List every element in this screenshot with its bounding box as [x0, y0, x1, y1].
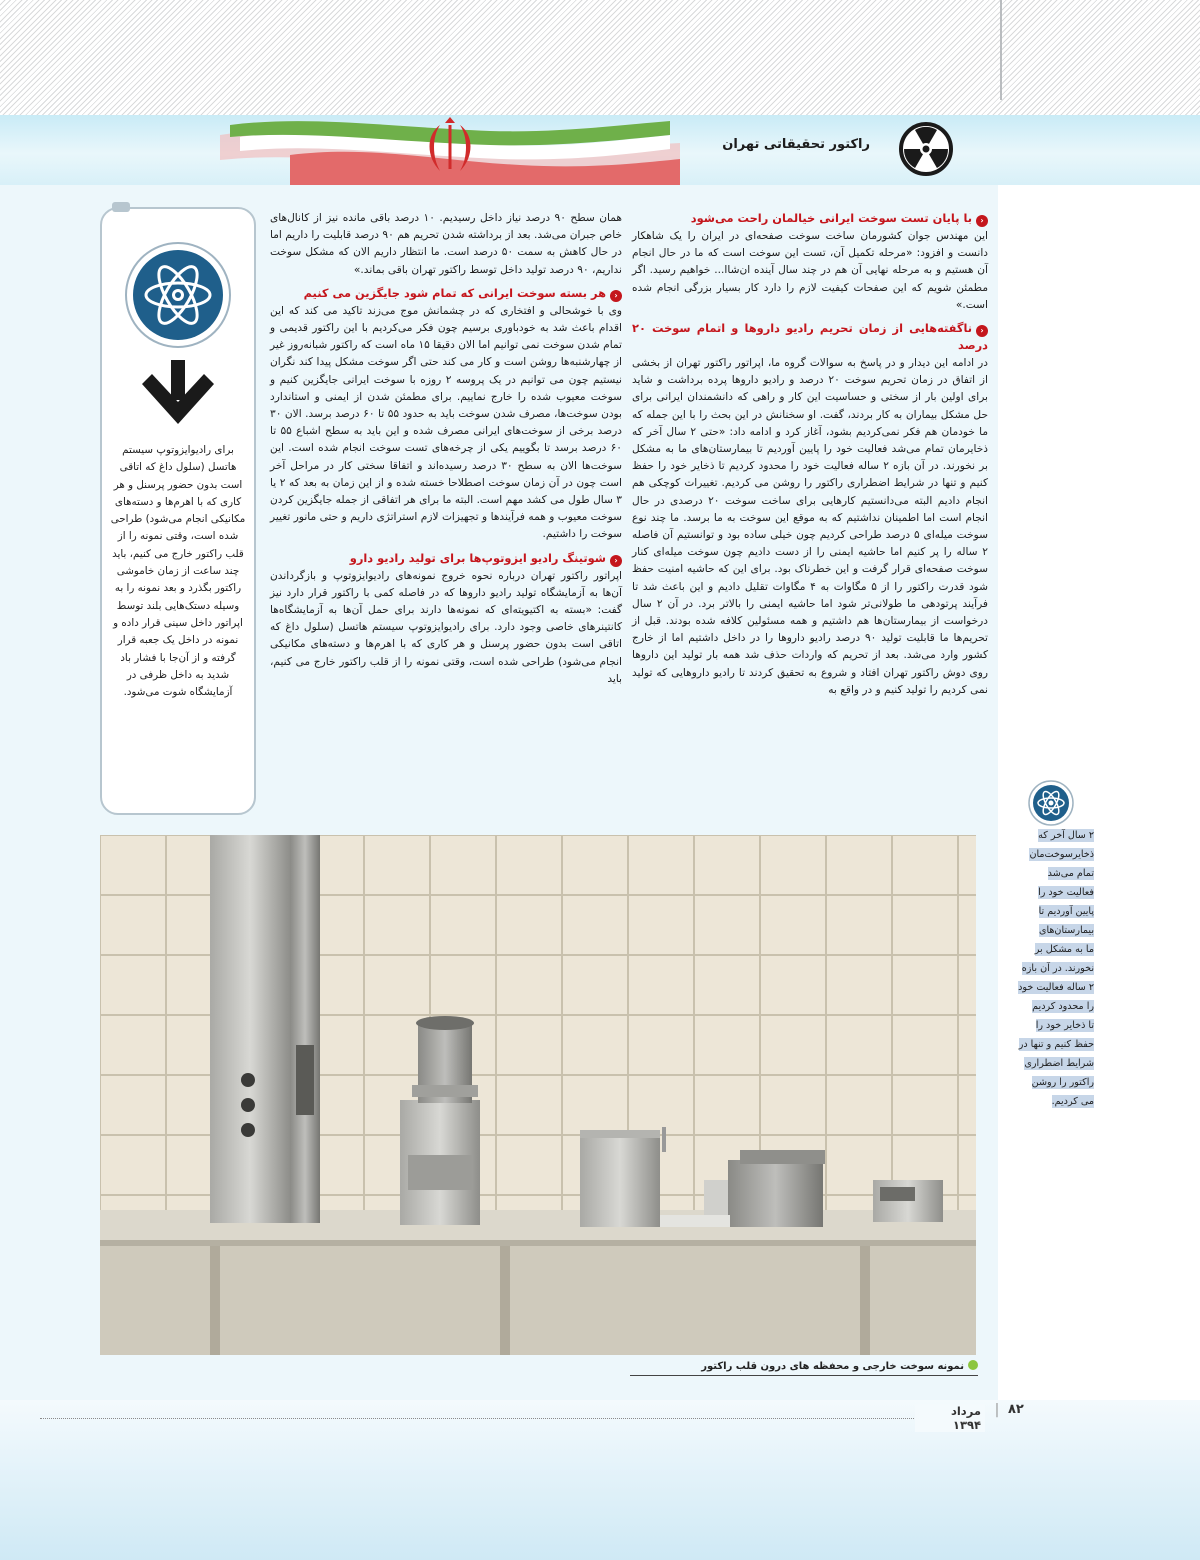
article-heading: ‹با پایان تست سوخت ایرانی خیالمان راحت می‌شود [632, 210, 988, 227]
issue-date: مرداد ۱۳۹۴ [915, 1404, 985, 1432]
pull-quote-line: شرایط اضطراری [1024, 1058, 1094, 1069]
pull-quote [1014, 826, 1094, 1111]
article-heading: ‹شوتینگ رادیو ایزوتوپ‌ها برای تولید رادیو دارو [270, 550, 622, 567]
arrow-down-icon [138, 360, 218, 430]
pull-quote-line: را محدود کردیم [1032, 1001, 1094, 1012]
pull-quote-line: بیمارستان‌های [1038, 925, 1094, 936]
radiation-icon [892, 122, 960, 176]
chevron-left-icon: ‹ [610, 555, 622, 567]
margin-divider [1000, 0, 1002, 100]
atom-icon [123, 240, 233, 350]
article-paragraph: وی با خوشحالی و افتخاری که در چشمانش موج می‌زند تاکید می کند که این اقدام باعث شد به خودباوری برسیم چون فکر می‌کردیم با این راکتور قدیمی و تمام شدن سوخت نمی توانیم اما الان دقیقا ۱۵ ماه است که راکتور شبانه‌روز غیر از چهارشنبه‌ها روشن است و کار می کند حتی اگر سوخت مشکل پیدا کند نگران نیستیم چون می توانیم در یک پروسه ۲ روزه با سوخت ایرانی جایگزین کنیم و سوخت معیوب شده را خارج نماییم. برای مطمئن شدن از ایمنی و استاندارد بودن سوخت‌ها، مصرف شدن سوخت باید به حدود ۵۵ تا ۶۰ درصد برسد. الان ۳۰ درصد برخی از سوخت‌های ایرانی مصرف شده و این باید به سطح اشباع ۵۵ تا ۶۰ درصد برسد تا بگوییم یکی از چرخه‌های تست سوخت انجام شده است. این سوخت‌ها الان به سطح ۳۰ درصد رسیده‌اند و اتفاقا سختی کار در مراحل آخر است چون در آن زمان سوخت اصطلاحا خسته شده و از این زمان به بعد که ۲ یا ۳ سال طول می کشد مهم است. البته ما برای هر اتفاقی از جمله جایگزین کردن سوخت معیوب و همه فرآیندها و تجهیزات لازم استراتژی داریم و حتی مانور تغییر سوخت را داشتیم. [270, 304, 623, 541]
sidebar-text: برای رادیوایزوتوپ سیستم هاتسل (سلول داغ که اتاقی است بدون حضور پرسنل و هر کاری که با اهرم‌ها و دسته‌های مکانیکی انجام می‌شود) طراحی شده است، وقتی نمونه را از قلب راکتور خارج می کنیم، باید چند ساعت از زمان خاموشی راکتور بگذرد و بعد نمونه را به وسیله دستک‌هایی بلند توسط اپراتور داخل سینی قرار داده و نمونه در داخل یک جعبه قرار گرفته و از آن‌جا با فشار باد شدید به داخل ظرفی در آزمایشگاه شوت می‌شود. [110, 444, 246, 699]
pull-quote-line: می کردیم. [1051, 1096, 1094, 1107]
photo-caption: نمونه سوخت خارجی و محفظه های درون قلب راکتور [630, 1360, 978, 1376]
card-clip [112, 202, 130, 212]
chevron-left-icon: ‹ [976, 325, 988, 337]
pull-quote-line: حفظ کنیم و تنها در [1018, 1039, 1094, 1050]
pull-quote-line: فعالیت خود را [1038, 887, 1094, 898]
article-paragraph: همان سطح ۹۰ درصد نیاز داخل رسیدیم. ۱۰ درصد باقی مانده نیز از کانال‌های خاص جبران می‌شد. بعد از برداشته شدن تحریم هم ۹۰ درصد قابلیت را داریم اما در حال کاهش به سمت ۵۰ درصد است. ما انتظار داریم الان که مشکل سوخت نداریم، ۹۰ درصد تولید داخل توسط راکتور تهران باقی بماند.» [270, 212, 622, 276]
article-column-left [270, 210, 622, 694]
pull-quote-line: تمام می‌شد [1047, 868, 1094, 879]
bottom-band [0, 1400, 1200, 1560]
footer-rule [40, 1418, 920, 1419]
article-column-right [632, 210, 988, 705]
reactor-fuel-photo [100, 835, 976, 1355]
pull-quote-line: تا ذخایر خود را [1035, 1020, 1094, 1031]
pull-quote-line: ۲ ساله فعالیت خود [1018, 982, 1094, 993]
chevron-left-icon: ‹ [976, 215, 988, 227]
pull-quote-line: پایین آوردیم تا [1038, 906, 1094, 917]
pull-quote-line: ما به مشکل بر [1034, 944, 1094, 955]
article-heading: ‹ناگفته‌هایی از زمان تحریم رادیو داروها و اتمام سوخت ۲۰ درصد [632, 321, 988, 353]
iran-flag-emblem-icon [200, 115, 680, 185]
article-heading: ‹هر بسته سوخت ایرانی که تمام شود جایگزین می کنیم [270, 285, 622, 302]
caption-marker-icon [968, 1360, 978, 1370]
pull-quote-line: ۲ سال آخر که [1038, 830, 1094, 841]
page-number: ۸۲ [1008, 1402, 1024, 1417]
chevron-left-icon: ‹ [610, 290, 622, 302]
article-paragraph: این مهندس جوان کشورمان ساخت سوخت صفحه‌ای در ایران را یک شاهکار دانست و افزود: «مرحله تکمیل آن، تست این سوخت است که ما در حال انجام آن هستیم و به مرحله نهایی آن هم در چند سال آینده ان‌شاا... خواهیم رسید. اگر مطمئن شویم که این صفحات کیفیت لازم را دارد کار بسیار بزرگی انجام شده است.» [632, 230, 988, 311]
header-banner [0, 115, 1200, 185]
footer-separator: | [994, 1402, 1000, 1418]
atom-icon [1028, 780, 1074, 826]
top-hatched-margin [0, 0, 1200, 115]
pull-quote-line: راکتور را روشن [1031, 1077, 1094, 1088]
article-paragraph: در ادامه این دیدار و در پاسخ به سوالات گروه ما، اپراتور راکتور تهران از بخشی از اتفاق در زمان تحریم سوخت ۲۰ درصد و رادیو داروها پرده برداشت و شاید برای اولین بار از سختی و حساسیت این کار و راهی که دانشمندان ایرانی برای حل مشکل بیماران به کار بردند، گفت. او سخنانش در این بحث را با این جمله که ما خودمان هم فکر نمی‌کردیم بشود، آغاز کرد و ادامه داد: «حتی ۲ سال آخر که ذخایرمان تمام می‌شد فعالیت خود را پایین آوردیم تا بیمارستان‌های ما به مشکل بر نخورند. در آن بازه ۲ ساله فعالیت خود را محدود کردیم تا ذخایر خود را حفظ کنیم و تنها در شرایط اضطراری راکتور را روشن می کردیم. تغییرات کوچکی هم انجام دادیم البته می‌دانستیم کارهایی برای ساخت سوخت ۲۰ درصدی در حال انجام است اما اطمینان نداشتیم که به موقع این سوخت به ما برسد. ما چند نوع سوخت میله‌ای ۵ درصد طراحی کردیم چون خیلی ساده بود و توانستیم آن فاصله ۲ ساله را پر کنیم اما حاشیه ایمنی را از دست دادیم چون سوخت میله‌ای کنار سوخت صفحه‌ای قرار گرفت و این خطرناک بود. برای این که حاشیه امنیت حفظ شود قدرت راکتور را از ۵ مگاوات به ۴ مگاوات تقلیل دادیم و این باعث شد تا فرآیند پرتودهی ما طولانی‌تر شود اما حاشیه ایمنی را بالاتر برد. در آن ۲ سال درخواست از بیمارستان‌ها هم داشتیم و همه مسئولین کلافه شده بودند. قبل از تحریم‌ها ما قابلیت تولید ۹۰ درصد رادیو داروها را در داخل داشتیم اما از خارج کشور وارد می‌شد. بعد از تحریم که واردات حذف شد همه بار تولید این داروها روی دوش راکتور تهران افتاد و شروع به تحقیق کردند تا رادیو داروهایی که تولید نمی کردیم را تولید کنیم و در واقع به [632, 357, 989, 696]
section-title: راکتور تحقیقاتی تهران [722, 137, 870, 152]
pull-quote-line: نخورند. در آن بازه [1021, 963, 1094, 974]
pull-quote-line: ذخایرسوخت‌مان [1029, 849, 1094, 860]
article-paragraph: اپراتور راکتور تهران درباره نحوه خروج نمونه‌های رادیوایزوتوپ و بازگرداندن آن‌ها به آزمایشگاه تولید رادیو داروها که در فاصله کمی با راکتور قرار دارد نیز گفت: «بسته به اکتیویته‌ای که نمونه‌ها دارند برای حمل آن‌ها به آزمایشگاه‌ها کانتینرهای خاصی وجود دارد. برای رادیوایزوتوپ سیستم هاتسل (سلول داغ که اتاقی است بدون حضور پرسنل و هر کاری که با اهرم‌ها و دسته‌های مکانیکی انجام می‌شود) طراحی شده است، وقتی نمونه را از قلب راکتور خارج می کنیم، باید [270, 569, 622, 685]
